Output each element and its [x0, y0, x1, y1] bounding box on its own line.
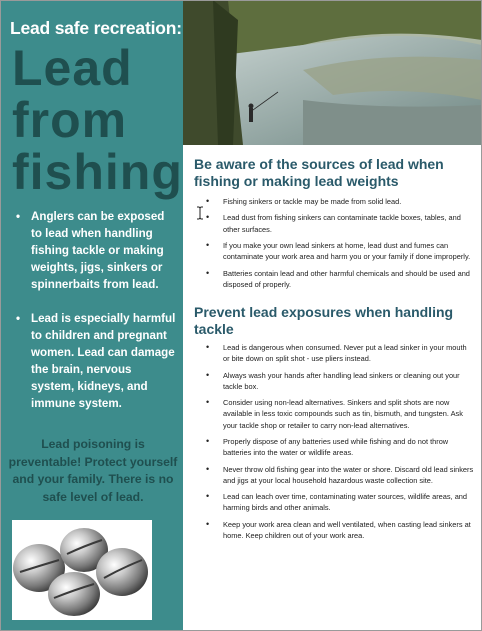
- sidebar-bullet: • Anglers can be exposed to lead when handling fishing tackle or making weights, jigs, sinkers or spinnerbaits from lead.: [14, 208, 176, 293]
- list-item: • If you make your own lead sinkers at home, lead dust and fumes can contaminate your work area and harm you or your family if done improperly.: [194, 240, 474, 262]
- list-item: • Lead can leach over time, contaminating water sources, wildlife areas, and harming birds and other animals.: [194, 491, 474, 513]
- list-item: • Properly dispose of any batteries used while fishing and do not throw batteries into the water or wildlife areas.: [194, 436, 474, 458]
- list-item: • Lead is dangerous when consumed. Never put a lead sinker in your mouth or bite down on split shot - use pliers instead.: [194, 342, 474, 364]
- prevention-callout: Lead poisoning is preventable! Protect yourself and your family. There is no safe level of lead.: [8, 437, 178, 504]
- list-item: • Lead dust from fishing sinkers can contaminate tackle boxes, tables, and other surfaces.: [194, 212, 474, 234]
- title-line: from: [12, 92, 128, 148]
- sidebar-heading: Lead safe recreation:: [10, 18, 182, 38]
- sidebar-bullet: • Lead is especially harmful to children and pregnant women. Lead can damage the brain, nervous system, kidneys, and immune system.: [14, 310, 176, 412]
- title-line: fishing: [12, 144, 183, 200]
- section-heading-sources: Be aware of the sources of lead when fishing or making lead weights: [194, 156, 444, 189]
- list-item: • Never throw old fishing gear into the water or shore. Discard old lead sinkers and jigs at your local household hazardous waste collection site.: [194, 464, 474, 486]
- list-item: • Consider using non-lead alternatives. Sinkers and split shots are now available in less toxic compounds such as tin, bismuth, and tungsten. Ask your tackle shop or retailer to carry non-lead alternatives.: [194, 397, 474, 431]
- list-item: • Keep your work area clean and well ventilated, when casting lead sinkers at home. Keep children out of your work area.: [194, 519, 474, 541]
- list-item: • Batteries contain lead and other harmful chemicals and should be used and disposed of properly.: [194, 268, 474, 290]
- section-heading-prevent: Prevent lead exposures when handling tackle: [194, 303, 454, 337]
- list-item: • Always wash your hands after handling lead sinkers or cleaning out your tackle box.: [194, 370, 474, 392]
- list-item: • Fishing sinkers or tackle may be made from solid lead.: [194, 196, 474, 207]
- title-line: Lead: [12, 40, 133, 96]
